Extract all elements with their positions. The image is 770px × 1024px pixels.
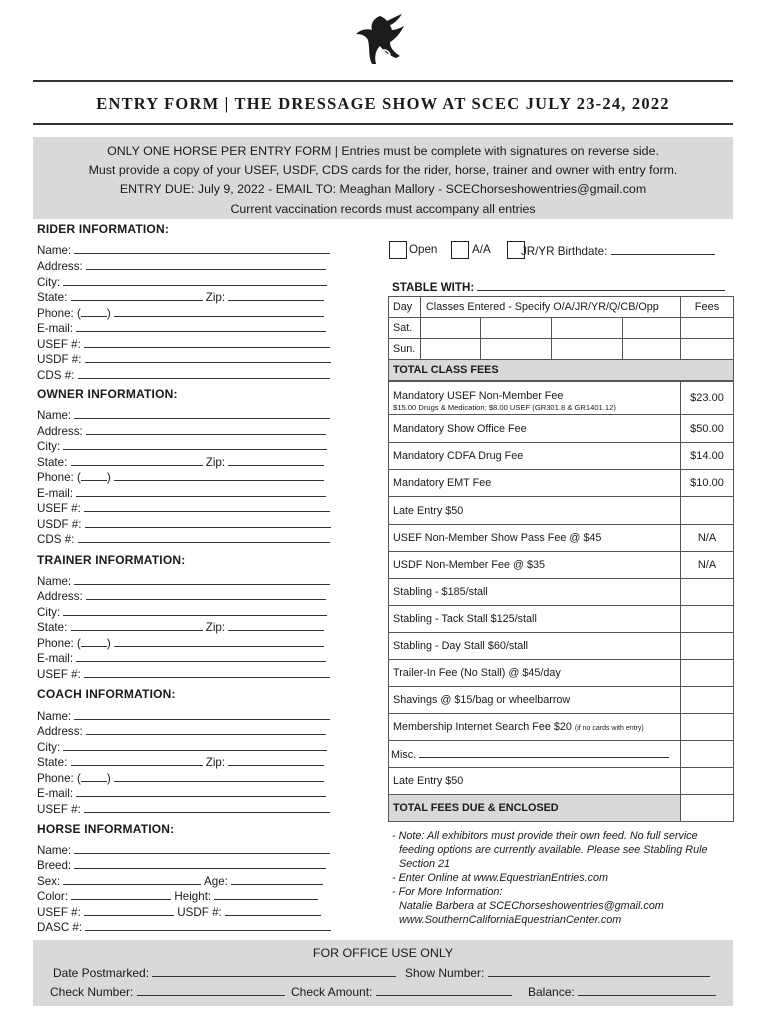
owner-city-field[interactable]: City: — [37, 438, 327, 453]
note-line: Section 21 — [399, 858, 451, 870]
owner-address-field[interactable]: Address: — [37, 423, 326, 438]
note-line: feeding options are currently available. Please see Stabling Rule — [399, 844, 708, 856]
balance-field[interactable]: Balance: — [528, 984, 716, 999]
sun-fee-cell[interactable] — [680, 339, 733, 359]
coach-city-field[interactable]: City: — [37, 739, 327, 754]
top-rule — [33, 80, 733, 82]
classes-header-row — [388, 296, 734, 318]
day-header: Day — [393, 301, 413, 313]
open-label: Open — [409, 243, 438, 256]
owner-usef-field[interactable]: USEF #: — [37, 500, 330, 515]
fee-row[interactable]: Trailer-In Fee (No Stall) @ $45/day — [388, 659, 734, 687]
rider-heading: RIDER INFORMATION: — [37, 222, 170, 236]
banner-line: Must provide a copy of your USEF, USDF, CDS cards for the rider, horse, trainer and owner with entry form. — [88, 163, 678, 178]
total-class-fees-row — [388, 359, 734, 381]
note-line: - Enter Online at www.EquestrianEntries.com — [392, 872, 609, 884]
rider-state-field[interactable]: State: Zip: — [37, 289, 324, 304]
note-line: www.SouthernCaliforniaEquestrianCenter.com — [399, 914, 622, 926]
fee-row[interactable]: Shavings @ $15/bag or wheelbarrow — [388, 686, 734, 714]
coach-name-field[interactable]: Name: — [37, 708, 330, 723]
total-class-fees-label: TOTAL CLASS FEES — [393, 364, 499, 376]
horse-sex-field[interactable]: Sex: Age: — [37, 873, 323, 888]
coach-phone-field[interactable]: Phone: ( ) — [37, 770, 324, 785]
instructions-banner — [33, 137, 733, 219]
fee-row[interactable]: Late Entry $50 — [388, 496, 734, 525]
check-number-field[interactable]: Check Number: — [50, 984, 285, 999]
trainer-city-field[interactable]: City: — [37, 604, 327, 619]
note-line: - Note: All exhibitors must provide their own feed. No full service — [392, 830, 698, 842]
aa-label: A/A — [472, 243, 491, 256]
horse-usef-field[interactable]: USEF #: USDF #: — [37, 904, 321, 919]
rider-city-field[interactable]: City: — [37, 274, 327, 289]
total-due-cell[interactable] — [680, 795, 733, 821]
fee-row[interactable]: USEF Non-Member Show Pass Fee @ $45 N/A — [388, 524, 734, 552]
fee-row[interactable]: Membership Internet Search Fee $20 (if no cards with entry) — [388, 713, 734, 741]
owner-usdf-field[interactable]: USDF #: — [37, 516, 331, 531]
owner-cds-field[interactable]: CDS #: — [37, 531, 330, 546]
check-amount-field[interactable]: Check Amount: — [291, 984, 512, 999]
coach-state-field[interactable]: State: Zip: — [37, 754, 324, 769]
fee-row[interactable]: Stabling - $185/stall — [388, 578, 734, 606]
fee-row[interactable]: Stabling - Day Stall $60/stall — [388, 632, 734, 660]
owner-phone-field[interactable]: Phone: ( ) — [37, 469, 324, 484]
horse-heading: HORSE INFORMATION: — [37, 822, 175, 836]
sat-label: Sat. — [393, 322, 413, 334]
owner-name-field[interactable]: Name: — [37, 407, 330, 422]
form-title: ENTRY FORM | THE DRESSAGE SHOW AT SCEC JULY 23-24, 2022 — [96, 94, 670, 113]
misc-fee-row[interactable]: Misc. — [388, 740, 734, 768]
fee-row[interactable]: Stabling - Tack Stall $125/stall — [388, 605, 734, 633]
banner-line: ONLY ONE HORSE PER ENTRY FORM | Entries must be complete with signatures on reverse side. — [107, 144, 659, 158]
owner-heading: OWNER INFORMATION: — [37, 387, 178, 401]
sat-fee-cell[interactable] — [680, 318, 733, 338]
horse-color-field[interactable]: Color: Height: — [37, 888, 318, 903]
rider-email-field[interactable]: E-mail: — [37, 320, 326, 335]
coach-email-field[interactable]: E-mail: — [37, 785, 326, 800]
banner-line: ENTRY DUE: July 9, 2022 - EMAIL TO: Meaghan Mallory - SCEChorseshowentries@gmail.com — [119, 182, 647, 197]
horse-breed-field[interactable]: Breed: — [37, 857, 326, 872]
stable-with-field[interactable]: STABLE WITH: — [392, 279, 725, 294]
coach-heading: COACH INFORMATION: — [37, 687, 176, 701]
trainer-phone-field[interactable]: Phone: ( ) — [37, 635, 324, 650]
note-line: Natalie Barbera at SCEChorseshowentries@gmail.com — [399, 900, 664, 912]
owner-state-field[interactable]: State: Zip: — [37, 454, 324, 469]
classes-header: Classes Entered - Specify O/A/JR/YR/Q/CB/Opp — [426, 301, 659, 313]
trainer-heading: TRAINER INFORMATION: — [37, 553, 186, 567]
banner-line: Current vaccination records must accompany all entries — [230, 201, 536, 216]
owner-email-field[interactable]: E-mail: — [37, 485, 326, 500]
fee-row[interactable]: USDF Non-Member Fee @ $35 N/A — [388, 551, 734, 579]
note-line: - For More Information: — [392, 886, 503, 898]
rider-usef-field[interactable]: USEF #: — [37, 336, 330, 351]
aa-checkbox[interactable] — [451, 241, 469, 259]
fee-row[interactable]: Mandatory CDFA Drug Fee $14.00 — [388, 442, 734, 470]
fee-row[interactable]: Mandatory USEF Non-Member Fee $15.00 Drugs & Medication; $8.00 USEF (GR301.8 & GR1401.12) $23.00 — [388, 381, 734, 415]
total-due-row: TOTAL FEES DUE & ENCLOSED — [388, 794, 734, 822]
pegasus-logo — [350, 12, 410, 70]
open-checkbox[interactable] — [389, 241, 407, 259]
jryr-birthdate-field[interactable]: JR/YR Birthdate: — [521, 243, 715, 258]
title-rule — [33, 123, 733, 125]
rider-address-field[interactable]: Address: — [37, 258, 326, 273]
trainer-email-field[interactable]: E-mail: — [37, 650, 326, 665]
horse-dasc-field[interactable]: DASC #: — [37, 919, 331, 934]
coach-usef-field[interactable]: USEF #: — [37, 801, 330, 816]
trainer-name-field[interactable]: Name: — [37, 573, 330, 588]
rider-phone-field[interactable]: Phone: ( ) — [37, 305, 324, 320]
coach-address-field[interactable]: Address: — [37, 723, 326, 738]
sun-label: Sun. — [393, 343, 416, 355]
sat-row[interactable] — [388, 317, 734, 339]
date-postmarked-field[interactable]: Date Postmarked: — [53, 965, 396, 980]
office-use-box — [33, 940, 733, 1006]
fee-row[interactable]: Late Entry $50 — [388, 767, 734, 795]
rider-usdf-field[interactable]: USDF #: — [37, 351, 331, 366]
horse-name-field[interactable]: Name: — [37, 842, 330, 857]
trainer-address-field[interactable]: Address: — [37, 588, 326, 603]
fees-header-cell: Fees — [680, 297, 733, 317]
rider-name-field[interactable]: Name: — [37, 242, 330, 257]
trainer-state-field[interactable]: State: Zip: — [37, 619, 324, 634]
office-heading: FOR OFFICE USE ONLY — [312, 946, 454, 960]
sun-row[interactable] — [388, 338, 734, 360]
rider-cds-field[interactable]: CDS #: — [37, 367, 330, 382]
show-number-field[interactable]: Show Number: — [405, 965, 710, 980]
fee-row[interactable]: Mandatory Show Office Fee $50.00 — [388, 414, 734, 443]
fee-row[interactable]: Mandatory EMT Fee $10.00 — [388, 469, 734, 497]
trainer-usef-field[interactable]: USEF #: — [37, 666, 330, 681]
notes — [392, 829, 732, 927]
